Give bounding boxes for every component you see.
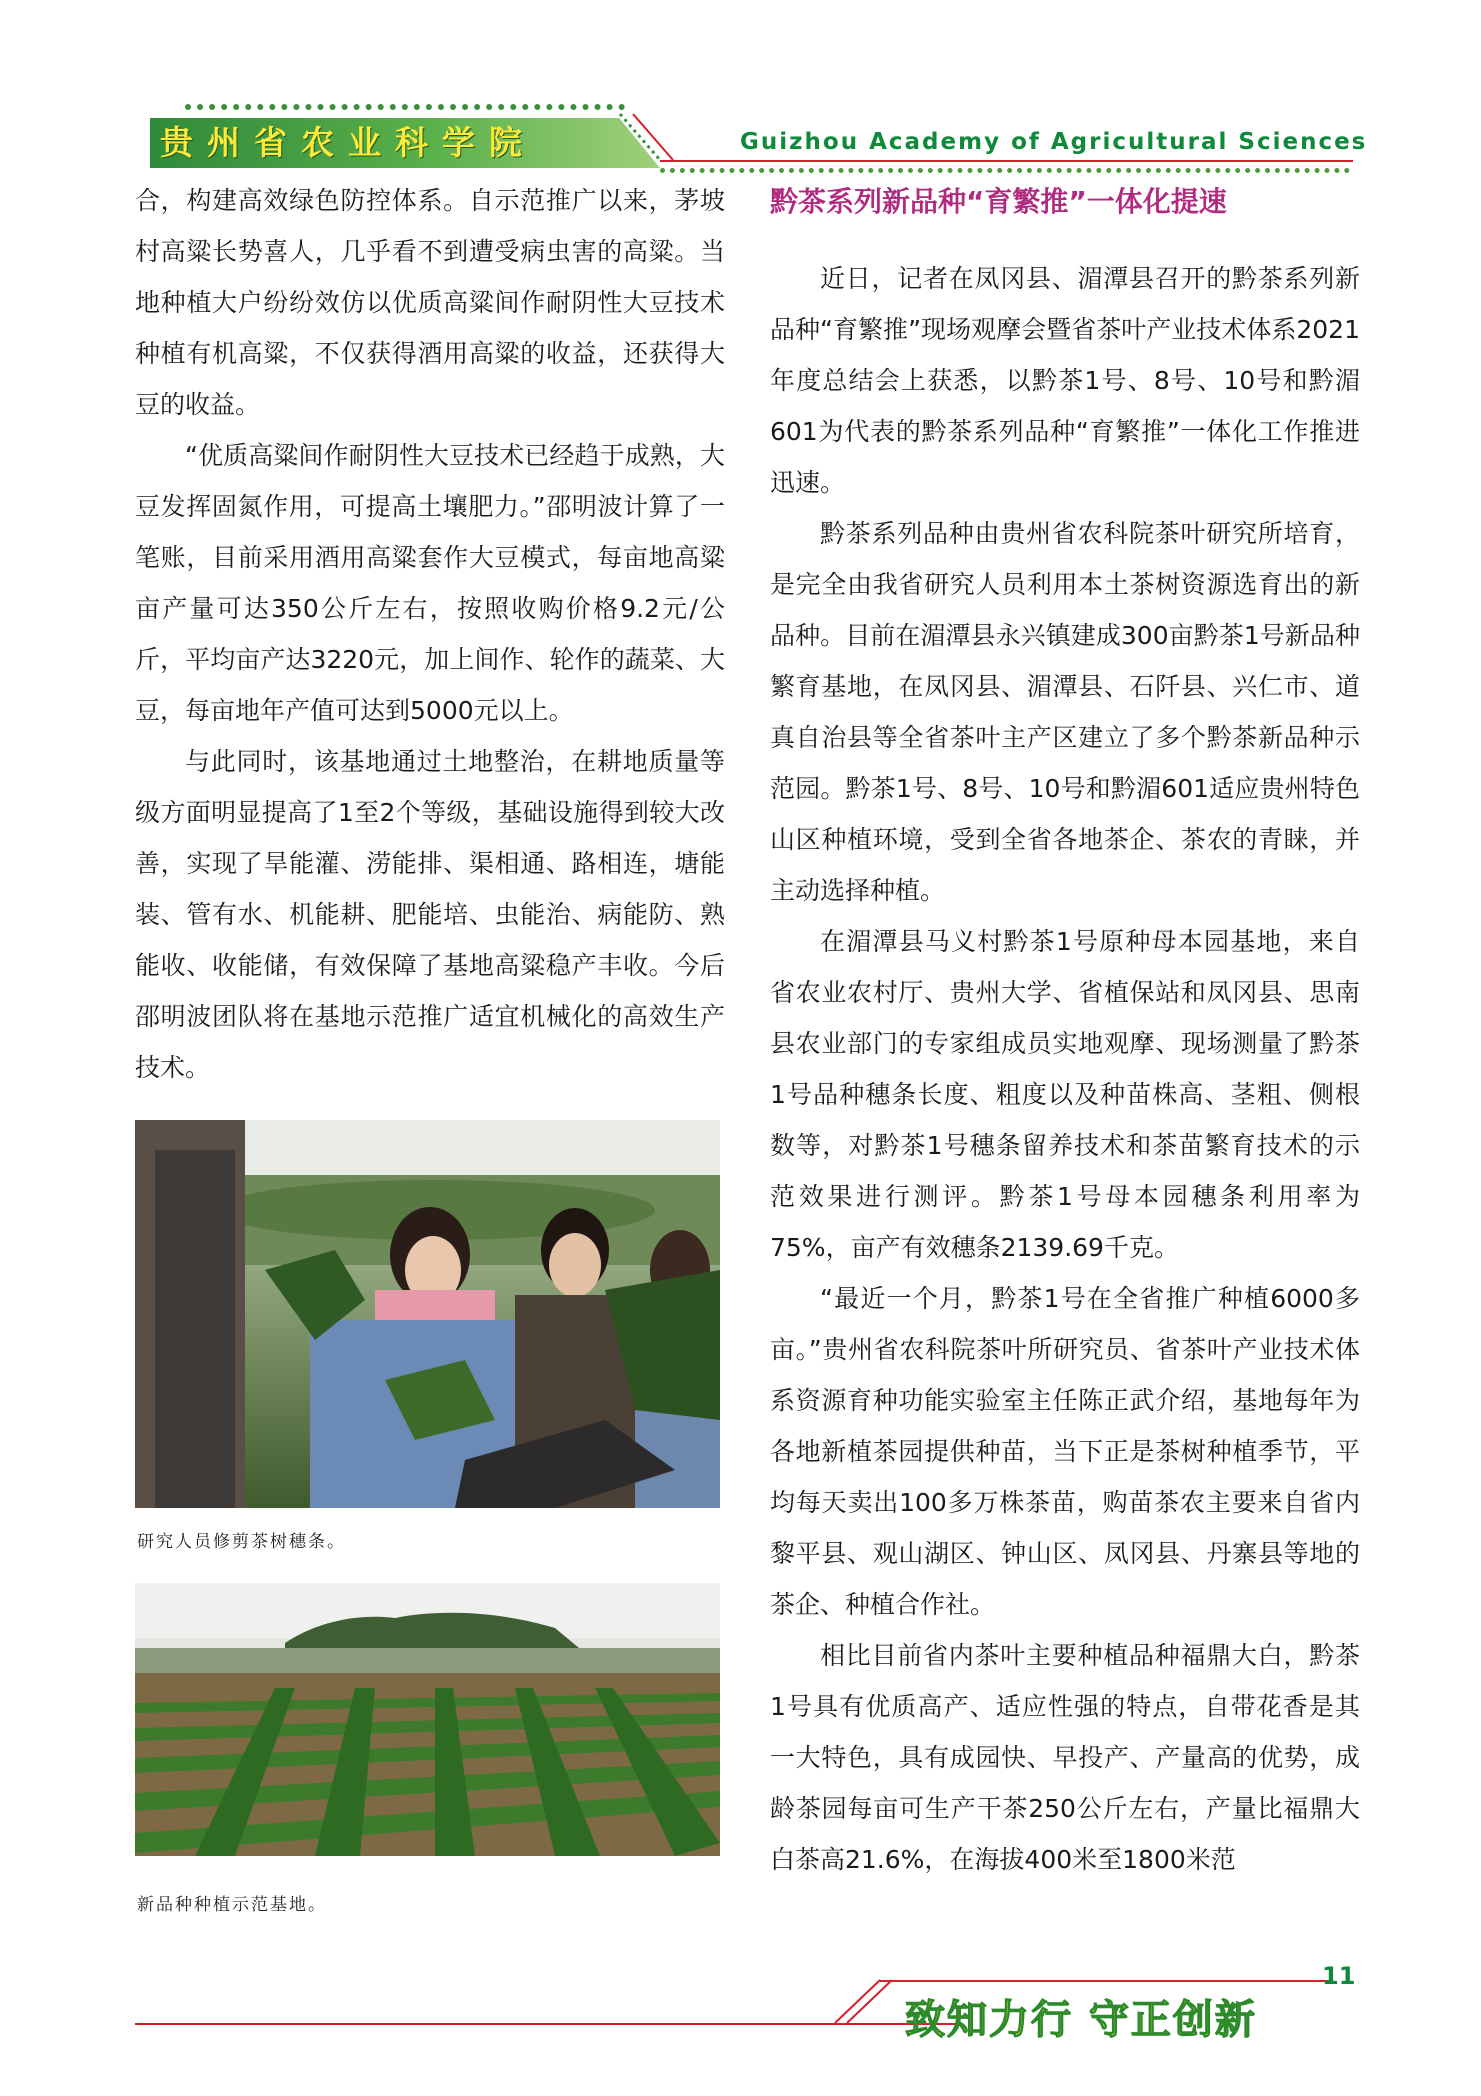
photo-researchers-pruning — [135, 1120, 720, 1508]
right-paragraph-2: 黔茶系列品种由贵州省农科院茶叶研究所培育，是完全由我省研究人员利用本土茶树资源选育出的新品种。目前在湄潭县永兴镇建成300亩黔茶1号新品种繁育基地，在凤冈县、湄潭县、石阡县、兴仁市、道真自治县等全省茶叶主产区建立了多个黔茶新品种示范园。黔茶1号、8号、10号和黔湄601适应贵州特色山区种植环境，受到全省各地茶企、茶农的青睐，并主动选择种植。 — [770, 519, 1360, 905]
header-dotted-line-bottom — [660, 168, 1350, 173]
left-column — [135, 175, 725, 1093]
right-paragraph-4: “最近一个月，黔茶1号在全省推广种植6000多亩。”贵州省农科院茶叶所研究员、省茶叶产业技术体系资源育种功能实验室主任陈正武介绍，基地每年为各地新植茶园提供种苗，当下正是茶树种植季节，平均每天卖出100多万株茶苗，购苗茶农主要来自省内黎平县、观山湖区、钟山区、凤冈县、丹寨县等地的茶企、种植合作社。 — [770, 1284, 1360, 1619]
header-dotted-line-top — [185, 104, 625, 110]
section-title: 黔茶系列新品种“育繁推”一体化提速 — [770, 185, 1227, 218]
left-paragraph-3: 与此同时，该基地通过土地整治，在耕地质量等级方面明显提高了1至2个等级，基础设施得到较大改善，实现了旱能灌、涝能排、渠相通、路相连，塘能装、管有水、机能耕、肥能培、虫能治、病能防、熟能收、收能储，有效保障了基地高粱稳产丰收。今后邵明波团队将在基地示范推广适宜机械化的高效生产技术。 — [135, 747, 725, 1082]
right-column — [770, 253, 1360, 1885]
header-diagonal-lines — [615, 112, 685, 172]
photo-caption-1: 研究人员修剪茶树穗条。 — [137, 1532, 346, 1552]
right-paragraph-1: 近日，记者在凤冈县、湄潭县召开的黔茶系列新品种“育繁推”现场观摩会暨省茶叶产业技术体系2021年度总结会上获悉，以黔茶1号、8号、10号和黔湄601为代表的黔茶系列品种“育繁推”一体化工作推进迅速。 — [770, 264, 1360, 497]
header-title-en: Guizhou Academy of Agricultural Sciences — [740, 129, 1368, 155]
photo-demonstration-base — [135, 1583, 720, 1856]
right-paragraph-5: 相比目前省内茶叶主要种植品种福鼎大白，黔茶1号具有优质高产、适应性强的特点，自带花香是其一大特色，具有成园快、早投产、产量高的优势，成龄茶园每亩可生产干茶250公斤左右，产量比福鼎大白茶高21.6%，在海拔400米至1800米范 — [770, 1641, 1360, 1874]
footer-motto: 致知力行 守正创新 — [905, 1996, 1257, 2043]
page-number: 11 — [1322, 1962, 1356, 1990]
right-paragraph-3: 在湄潭县马义村黔茶1号原种母本园基地，来自省农业农村厅、贵州大学、省植保站和凤冈县、思南县农业部门的专家组成员实地观摩、现场测量了黔茶1号品种穗条长度、粗度以及种苗株高、茎粗、侧根数等，对黔茶1号穗条留养技术和茶苗繁育技术的示范效果进行测评。黔茶1号母本园穗条利用率为75%，亩产有效穗条2139.69千克。 — [770, 927, 1360, 1262]
photo-caption-2: 新品种种植示范基地。 — [137, 1895, 327, 1915]
header-red-line — [660, 160, 1353, 162]
left-paragraph-1: 合，构建高效绿色防控体系。自示范推广以来，茅坡村高粱长势喜人，几乎看不到遭受病虫害的高粱。当地种植大户纷纷效仿以优质高粱间作耐阴性大豆技术种植有机高粱，不仅获得酒用高粱的收益，还获得大豆的收益。 — [135, 186, 725, 419]
header-title-cn: 贵州省农业科学院 — [160, 123, 536, 162]
left-paragraph-2: “优质高粱间作耐阴性大豆技术已经趋于成熟，大豆发挥固氮作用，可提高土壤肥力。”邵明波计算了一笔账，目前采用酒用高粱套作大豆模式，每亩地高粱亩产量可达350公斤左右，按照收购价格9.2元/公斤，平均亩产达3220元，加上间作、轮作的蔬菜、大豆，每亩地年产值可达到5000元以上。 — [135, 441, 725, 725]
